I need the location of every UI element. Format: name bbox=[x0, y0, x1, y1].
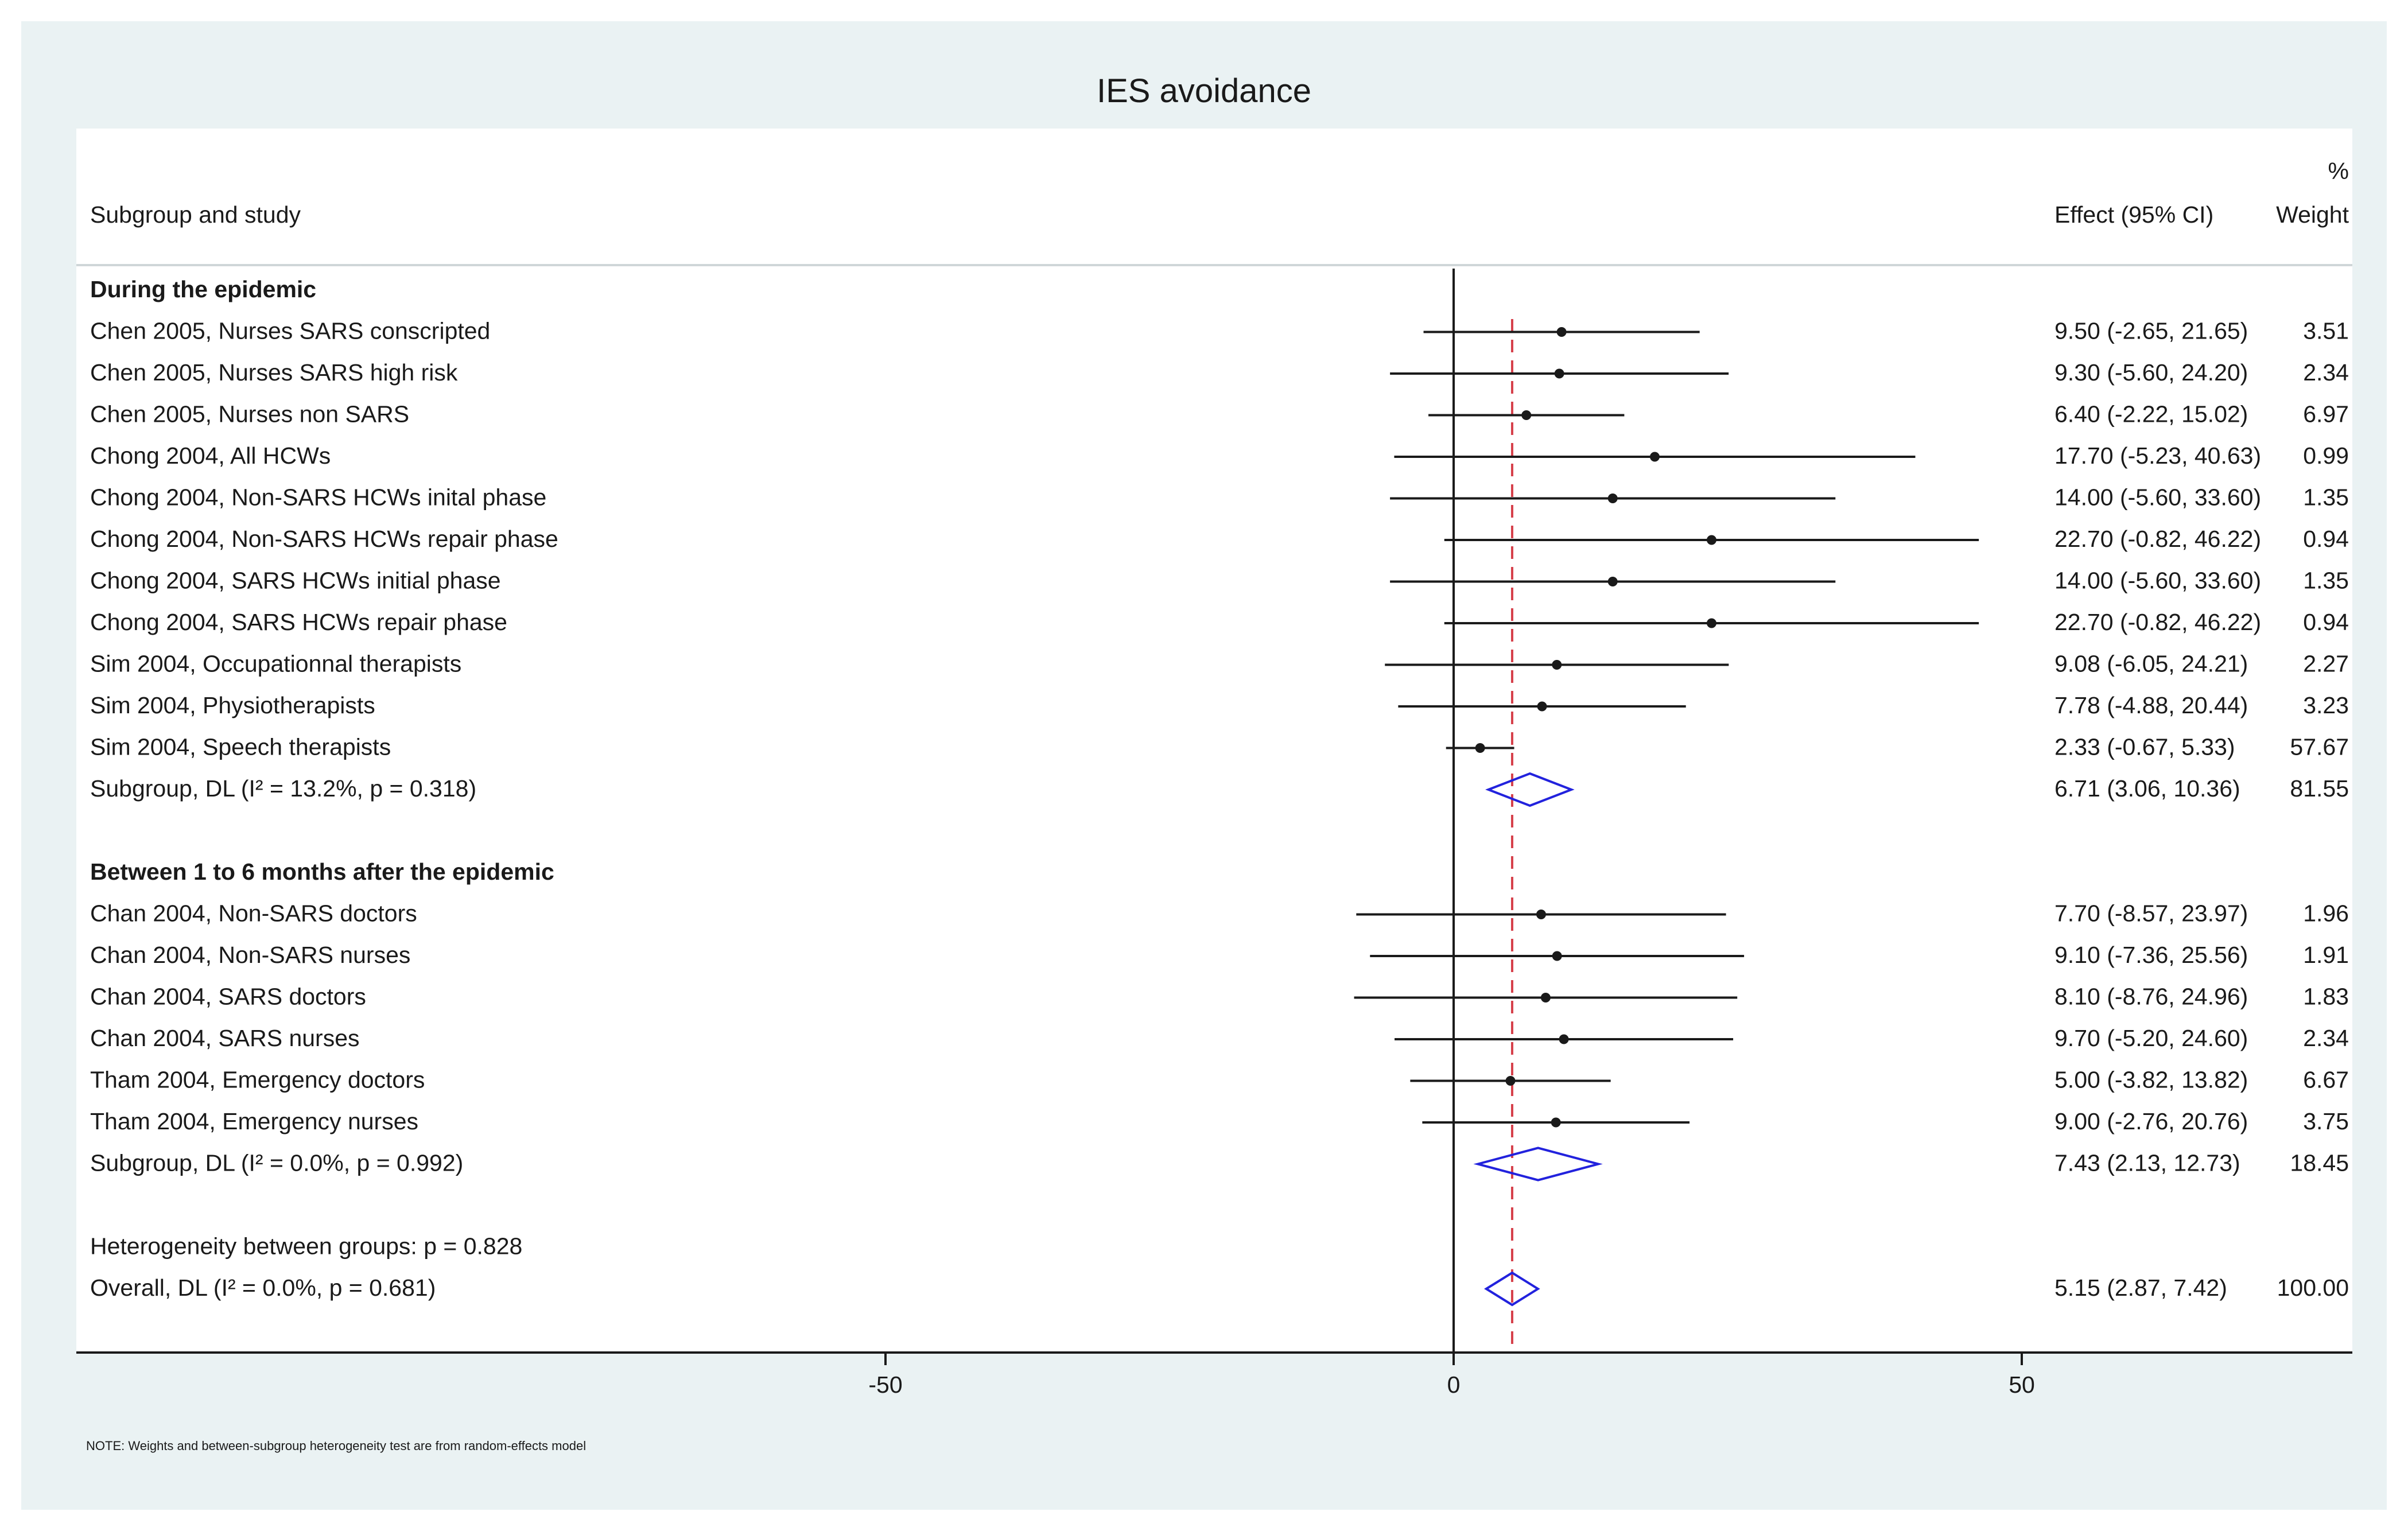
x-tick-label: 50 bbox=[2009, 1371, 2035, 1398]
point-estimate bbox=[1506, 1076, 1516, 1086]
footnote: NOTE: Weights and between-subgroup heterogeneity test are from random-effects model bbox=[86, 1439, 587, 1453]
effect-ci-value: 7.78 (-4.88, 20.44) bbox=[2054, 692, 2248, 718]
effect-ci-value: 14.00 (-5.60, 33.60) bbox=[2054, 567, 2262, 594]
weight-value: 3.75 bbox=[2303, 1108, 2349, 1134]
summary-diamond bbox=[1478, 1148, 1598, 1180]
point-estimate bbox=[1537, 702, 1547, 712]
weight-value: 6.97 bbox=[2303, 401, 2349, 428]
weight-value: 57.67 bbox=[2290, 733, 2349, 760]
point-estimate bbox=[1551, 1118, 1561, 1128]
point-estimate bbox=[1536, 910, 1546, 919]
study-label: Sim 2004, Occupationnal therapists bbox=[90, 650, 462, 677]
effect-ci-value: 6.71 (3.06, 10.36) bbox=[2054, 775, 2240, 802]
effect-ci-value: 7.43 (2.13, 12.73) bbox=[2054, 1149, 2240, 1176]
point-estimate bbox=[1608, 577, 1618, 586]
study-label: Chan 2004, SARS doctors bbox=[90, 983, 366, 1010]
effect-ci-value: 5.15 (2.87, 7.42) bbox=[2054, 1274, 2227, 1301]
study-label: Tham 2004, Emergency nurses bbox=[90, 1108, 418, 1134]
weight-value: 3.51 bbox=[2303, 317, 2349, 344]
weight-value: 1.83 bbox=[2303, 983, 2349, 1010]
effect-ci-value: 8.10 (-8.76, 24.96) bbox=[2054, 983, 2248, 1010]
point-estimate bbox=[1521, 410, 1531, 420]
effect-ci-value: 9.70 (-5.20, 24.60) bbox=[2054, 1025, 2248, 1051]
effect-ci-value: 9.10 (-7.36, 25.56) bbox=[2054, 942, 2248, 968]
effect-ci-value: 9.08 (-6.05, 24.21) bbox=[2054, 650, 2248, 677]
effect-ci-value: 22.70 (-0.82, 46.22) bbox=[2054, 526, 2262, 552]
summary-label: Subgroup, DL (I² = 13.2%, p = 0.318) bbox=[90, 775, 477, 802]
point-estimate bbox=[1552, 660, 1562, 670]
weight-value: 2.34 bbox=[2303, 359, 2349, 386]
column-header-weight: Weight bbox=[2276, 201, 2349, 228]
study-label: Chan 2004, SARS nurses bbox=[90, 1025, 360, 1051]
point-estimate bbox=[1555, 369, 1564, 379]
point-estimate bbox=[1707, 619, 1716, 628]
weight-value: 100.00 bbox=[2277, 1274, 2349, 1301]
point-estimate bbox=[1608, 494, 1618, 503]
heterogeneity-text: Heterogeneity between groups: p = 0.828 bbox=[90, 1233, 523, 1260]
study-label: Chen 2005, Nurses SARS high risk bbox=[90, 359, 458, 386]
weight-value: 2.34 bbox=[2303, 1025, 2349, 1051]
study-label: Chong 2004, All HCWs bbox=[90, 442, 331, 469]
effect-ci-value: 9.00 (-2.76, 20.76) bbox=[2054, 1108, 2248, 1134]
weight-value: 81.55 bbox=[2290, 775, 2349, 802]
weight-value: 1.35 bbox=[2303, 484, 2349, 511]
point-estimate bbox=[1552, 951, 1562, 961]
column-header-weight-pct: % bbox=[2328, 158, 2349, 184]
study-label: Chong 2004, SARS HCWs repair phase bbox=[90, 609, 507, 635]
column-header-effect: Effect (95% CI) bbox=[2054, 201, 2214, 228]
weight-value: 0.99 bbox=[2303, 442, 2349, 469]
summary-label: Subgroup, DL (I² = 0.0%, p = 0.992) bbox=[90, 1149, 464, 1176]
study-label: Chong 2004, Non-SARS HCWs inital phase bbox=[90, 484, 547, 511]
subgroup-header: Between 1 to 6 months after the epidemic bbox=[90, 858, 554, 885]
column-header-study: Subgroup and study bbox=[90, 201, 301, 228]
study-label: Chen 2005, Nurses SARS conscripted bbox=[90, 317, 491, 344]
effect-ci-value: 7.70 (-8.57, 23.97) bbox=[2054, 900, 2248, 927]
point-estimate bbox=[1559, 1035, 1569, 1044]
x-tick-label: 0 bbox=[1447, 1371, 1461, 1398]
effect-ci-value: 14.00 (-5.60, 33.60) bbox=[2054, 484, 2262, 511]
study-label: Chen 2005, Nurses non SARS bbox=[90, 401, 410, 428]
point-estimate bbox=[1650, 452, 1660, 462]
study-label: Sim 2004, Speech therapists bbox=[90, 733, 391, 760]
summary-diamond bbox=[1489, 774, 1572, 806]
subgroup-header: During the epidemic bbox=[90, 276, 317, 302]
point-estimate bbox=[1707, 535, 1716, 545]
effect-ci-value: 22.70 (-0.82, 46.22) bbox=[2054, 609, 2262, 635]
weight-value: 3.23 bbox=[2303, 692, 2349, 718]
figure-title: IES avoidance bbox=[1096, 72, 1312, 110]
effect-ci-value: 5.00 (-3.82, 13.82) bbox=[2054, 1066, 2248, 1093]
weight-value: 1.35 bbox=[2303, 567, 2349, 594]
study-label: Chong 2004, Non-SARS HCWs repair phase bbox=[90, 526, 558, 552]
weight-value: 6.67 bbox=[2303, 1066, 2349, 1093]
x-tick-label: -50 bbox=[868, 1371, 903, 1398]
study-label: Chong 2004, SARS HCWs initial phase bbox=[90, 567, 501, 594]
effect-ci-value: 17.70 (-5.23, 40.63) bbox=[2054, 442, 2262, 469]
weight-value: 0.94 bbox=[2303, 526, 2349, 552]
effect-ci-value: 2.33 (-0.67, 5.33) bbox=[2054, 733, 2235, 760]
weight-value: 2.27 bbox=[2303, 650, 2349, 677]
summary-label: Overall, DL (I² = 0.0%, p = 0.681) bbox=[90, 1274, 436, 1301]
weight-value: 1.91 bbox=[2303, 942, 2349, 968]
point-estimate bbox=[1557, 327, 1567, 337]
weight-value: 0.94 bbox=[2303, 609, 2349, 635]
study-label: Chan 2004, Non-SARS doctors bbox=[90, 900, 417, 927]
weight-value: 1.96 bbox=[2303, 900, 2349, 927]
study-label: Sim 2004, Physiotherapists bbox=[90, 692, 375, 718]
study-label: Tham 2004, Emergency doctors bbox=[90, 1066, 425, 1093]
weight-value: 18.45 bbox=[2290, 1149, 2349, 1176]
study-label: Chan 2004, Non-SARS nurses bbox=[90, 942, 411, 968]
point-estimate bbox=[1541, 993, 1551, 1002]
point-estimate bbox=[1475, 743, 1485, 753]
effect-ci-value: 9.30 (-5.60, 24.20) bbox=[2054, 359, 2248, 386]
effect-ci-value: 6.40 (-2.22, 15.02) bbox=[2054, 401, 2248, 428]
effect-ci-value: 9.50 (-2.65, 21.65) bbox=[2054, 317, 2248, 344]
